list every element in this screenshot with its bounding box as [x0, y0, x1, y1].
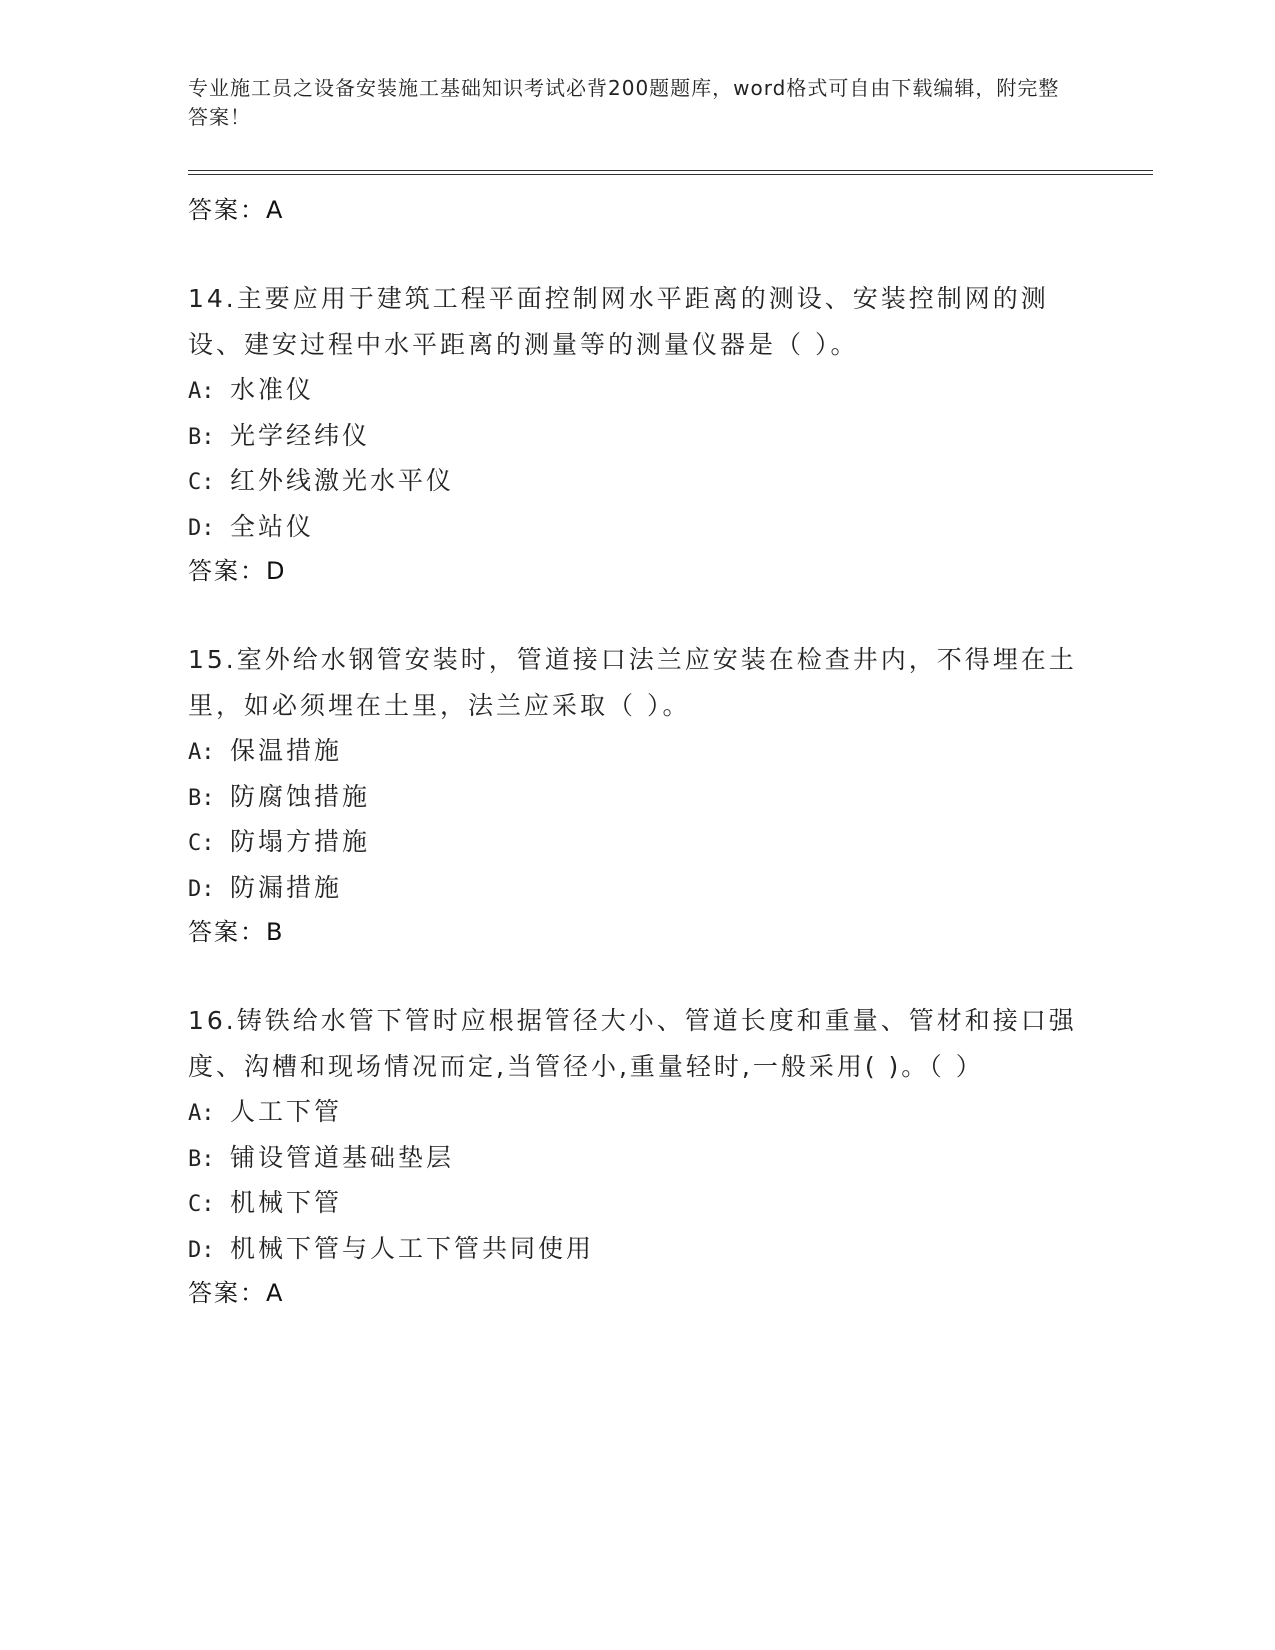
question-text: 16.铸铁给水管下管时应根据管径大小、管道长度和重量、管材和接口强度、沟槽和现场情况而定,当管径小,重量轻时,一般采用( )。（ ）: [188, 1006, 1077, 1081]
answer-value: B: [266, 918, 285, 946]
option-key: C:: [188, 831, 215, 856]
option-key: C:: [188, 1192, 215, 1217]
document-body: [188, 188, 1088, 1315]
option-key: D:: [188, 876, 215, 902]
question-text: 15.室外给水钢管安装时，管道接口法兰应安装在检查井内，不得埋在土里，如必须埋在土里，法兰应采取（ ）。: [188, 645, 1077, 720]
option-text: 红外线激光水平仪: [230, 466, 455, 495]
answer-label: 答案：: [188, 918, 266, 946]
option-text: 铺设管道基础垫层: [230, 1142, 455, 1172]
option-text: 防塌方措施: [230, 827, 371, 856]
option-key: A:: [188, 740, 215, 765]
header-divider-bottom: [188, 174, 1153, 175]
answer-line: [188, 1271, 1088, 1315]
answer-line: [188, 910, 1088, 954]
option-text: 全站仪: [230, 511, 315, 541]
option-key: D:: [188, 1237, 215, 1263]
option-d: [188, 865, 1088, 911]
option-a: [188, 367, 1088, 413]
option-key: B:: [188, 785, 215, 811]
answer-label: 答案：: [188, 557, 266, 585]
option-a: [188, 728, 1088, 774]
option-text: 水准仪: [230, 375, 315, 404]
option-text: 光学经纬仪: [230, 420, 371, 450]
option-d: [188, 1226, 1088, 1272]
answer-value: A: [266, 196, 285, 224]
answer-line: [188, 549, 1088, 593]
question-block: [188, 637, 1088, 954]
option-c: [188, 819, 1088, 865]
option-text: 防漏措施: [230, 872, 343, 902]
option-key: B:: [188, 1146, 215, 1172]
answer-value: A: [266, 1279, 285, 1307]
option-text: 防腐蚀措施: [230, 781, 371, 811]
document-header: [188, 74, 1068, 132]
option-key: C:: [188, 470, 215, 495]
answer-value: D: [266, 557, 287, 585]
option-d: [188, 504, 1088, 550]
option-b: [188, 774, 1088, 820]
header-divider-top: [188, 170, 1153, 171]
option-key: A:: [188, 379, 215, 404]
answer-label: 答案：: [188, 196, 266, 224]
option-key: B:: [188, 424, 215, 450]
option-text: 机械下管与人工下管共同使用: [230, 1233, 595, 1263]
answer-label: 答案：: [188, 1279, 266, 1307]
option-b: [188, 1135, 1088, 1181]
option-text: 人工下管: [230, 1097, 343, 1126]
question-block: [188, 998, 1088, 1315]
option-text: 保温措施: [230, 736, 343, 765]
option-b: [188, 413, 1088, 459]
option-c: [188, 458, 1088, 504]
answer-line: [188, 188, 1088, 232]
option-c: [188, 1180, 1088, 1226]
header-text: 专业施工员之设备安装施工基础知识考试必背200题题库，word格式可自由下载编辑，附完整答案！: [188, 76, 1060, 129]
option-key: D:: [188, 515, 215, 541]
question-block: [188, 276, 1088, 593]
question-text: 14.主要应用于建筑工程平面控制网水平距离的测设、安装控制网的测设、建安过程中水平距离的测量等的测量仪器是（ ）。: [188, 284, 1049, 359]
option-a: [188, 1089, 1088, 1135]
option-key: A:: [188, 1101, 215, 1126]
option-text: 机械下管: [230, 1188, 343, 1217]
